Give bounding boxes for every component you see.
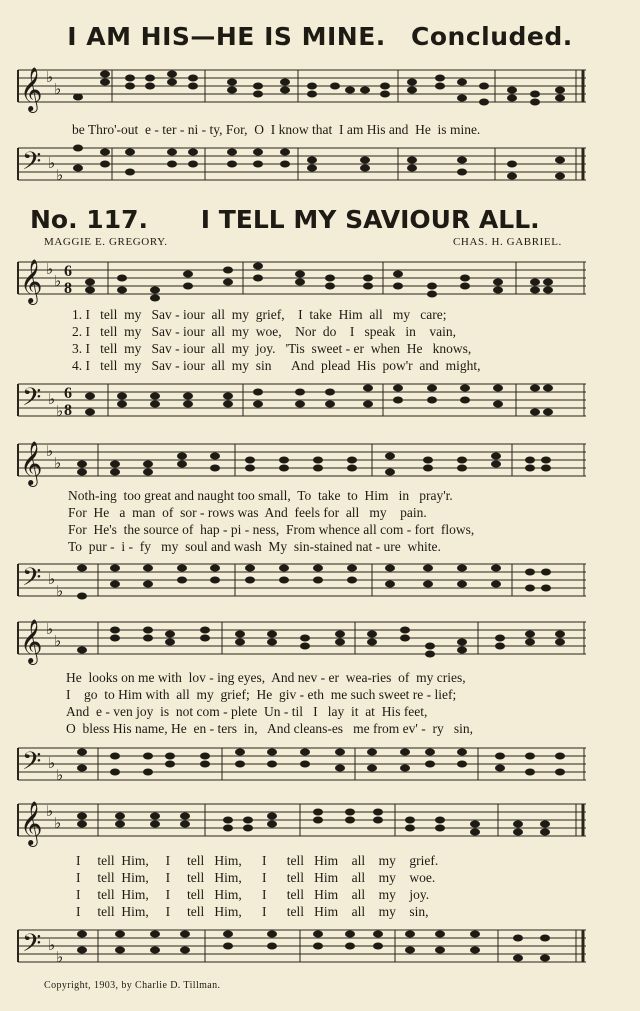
verse-2-line-2: For He a man of sor - rows was And feels for all my pain. bbox=[68, 505, 427, 520]
svg-text:𝄞: 𝄞 bbox=[20, 67, 43, 111]
hymn-number: No. 117. bbox=[30, 205, 148, 234]
top-treble-notes bbox=[73, 71, 565, 106]
verse-3-line-3: And e - ven joy is not com - plete Un - til I lay it at His feet, bbox=[66, 704, 428, 719]
verse-4-line-2: To pur - i - fy my soul and wash My sin-stained nat - ure white. bbox=[68, 539, 441, 554]
svg-text:♭: ♭ bbox=[56, 950, 64, 966]
verse-2-line-3: I go to Him with all my grief; He giv - eth me such sweet re - lief; bbox=[66, 687, 457, 702]
svg-text:♭: ♭ bbox=[46, 444, 54, 460]
time-signature-bottom: 8 bbox=[64, 280, 72, 297]
svg-text:𝄢: 𝄢 bbox=[22, 747, 42, 782]
svg-text:♭: ♭ bbox=[46, 622, 54, 638]
verse-1-line-2: Noth-ing too great and naught too small, To take to Him in pray'r. bbox=[68, 488, 453, 503]
svg-text:𝄢: 𝄢 bbox=[22, 147, 42, 182]
hymn-title: I TELL MY SAVIOUR ALL. bbox=[200, 205, 540, 234]
top-bass-staff bbox=[0, 140, 640, 200]
system-4-bass-staff bbox=[0, 922, 640, 972]
svg-text:8: 8 bbox=[64, 402, 72, 419]
system-1-bass-staff bbox=[0, 376, 640, 426]
svg-text:𝄢: 𝄢 bbox=[22, 383, 42, 418]
section-title-text: I AM HIS—HE IS MINE. bbox=[67, 22, 386, 51]
verse-1-refrain: I tell Him, I tell Him, I tell Him all my grief. bbox=[76, 853, 439, 868]
svg-text:𝄢: 𝄢 bbox=[22, 929, 42, 964]
verse-1-line-3: He looks on me with lov - ing eyes, And nev - er wea-ries of my cries, bbox=[66, 670, 466, 685]
verse-1-line-1: 1. I tell my Sav - iour all my grief, I take Him all my care; bbox=[72, 307, 447, 322]
svg-text:♭: ♭ bbox=[48, 572, 56, 588]
svg-text:𝄞: 𝄞 bbox=[20, 801, 43, 845]
svg-text:𝄞: 𝄞 bbox=[20, 619, 43, 663]
svg-text:6: 6 bbox=[64, 385, 72, 402]
system-3-treble-staff bbox=[0, 614, 640, 664]
verse-2-line-1: 2. I tell my Sav - iour all my woe, Nor do I speak in vain, bbox=[72, 324, 456, 339]
svg-text:♭: ♭ bbox=[54, 274, 62, 290]
svg-text:♭: ♭ bbox=[46, 70, 54, 86]
verse-2-refrain: I tell Him, I tell Him, I tell Him all my woe. bbox=[76, 870, 436, 885]
svg-text:𝄢: 𝄢 bbox=[22, 563, 42, 598]
system-2-treble-staff bbox=[0, 436, 640, 486]
top-treble-staff bbox=[0, 62, 640, 122]
svg-text:♭: ♭ bbox=[46, 804, 54, 820]
svg-text:♭: ♭ bbox=[56, 768, 64, 784]
system-3-bass-staff bbox=[0, 740, 640, 790]
svg-text:𝄞: 𝄞 bbox=[20, 259, 43, 303]
svg-text:♭: ♭ bbox=[48, 938, 56, 954]
svg-text:♭: ♭ bbox=[56, 404, 64, 420]
section-title bbox=[0, 22, 640, 51]
verse-4-line-1: 4. I tell my Sav - iour all my sin And plead His pow'r and might, bbox=[72, 358, 481, 373]
svg-text:♭: ♭ bbox=[46, 262, 54, 278]
composer-credit: CHAS. H. GABRIEL. bbox=[453, 236, 562, 248]
system-4-treble-staff bbox=[0, 796, 640, 846]
verse-3-line-1: 3. I tell my Sav - iour all my joy. 'Tis sweet - er when He knows, bbox=[72, 341, 472, 356]
verse-4-refrain: I tell Him, I tell Him, I tell Him all my sin, bbox=[76, 904, 429, 919]
section-title-suffix: Concluded. bbox=[411, 22, 573, 51]
svg-text:♭: ♭ bbox=[54, 82, 62, 98]
lyricist-credit: MAGGIE E. GREGORY. bbox=[44, 236, 168, 248]
system-2-bass-staff bbox=[0, 556, 640, 606]
hymn-header bbox=[30, 205, 620, 234]
svg-text:♭: ♭ bbox=[54, 634, 62, 650]
top-bass-notes bbox=[73, 145, 565, 180]
time-signature-top: 6 bbox=[64, 263, 72, 280]
verse-3-line-2: For He's the source of hap - pi - ness, From whence all com - fort flows, bbox=[68, 522, 475, 537]
svg-text:♭: ♭ bbox=[48, 756, 56, 772]
verse-4-line-3: O bless His name, He en - ters in, And cleans-es me from ev' - ry sin, bbox=[66, 721, 473, 736]
svg-text:♭: ♭ bbox=[48, 392, 56, 408]
svg-text:𝄞: 𝄞 bbox=[20, 441, 43, 485]
svg-text:♭: ♭ bbox=[54, 456, 62, 472]
system-1-treble-staff bbox=[0, 254, 640, 304]
top-lyric-line: be Thro'-out e - ter - ni - ty, For, O I know that I am His and He is mine. bbox=[72, 122, 481, 137]
copyright-notice: Copyright, 1903, by Charlie D. Tillman. bbox=[44, 980, 221, 991]
svg-text:♭: ♭ bbox=[56, 584, 64, 600]
svg-text:♭: ♭ bbox=[54, 816, 62, 832]
svg-text:♭: ♭ bbox=[48, 156, 56, 172]
svg-text:♭: ♭ bbox=[56, 168, 64, 184]
verse-3-refrain: I tell Him, I tell Him, I tell Him all my joy. bbox=[76, 887, 430, 902]
